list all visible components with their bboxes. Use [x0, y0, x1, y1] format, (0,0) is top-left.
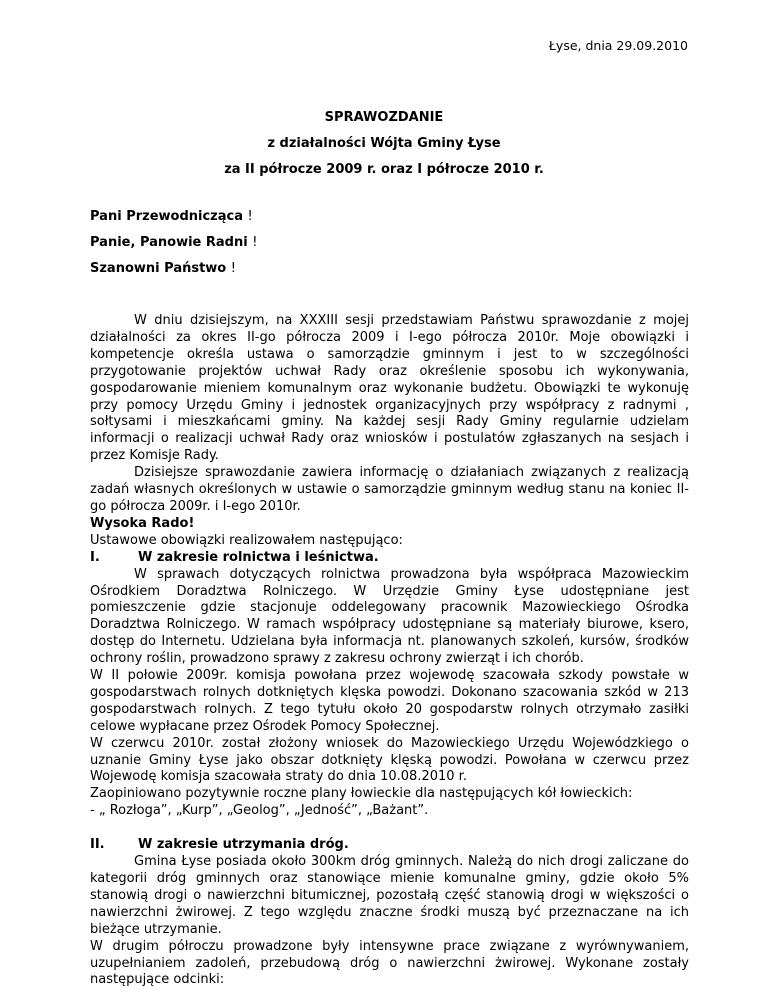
paragraph-hunting-plans: Zaopiniowano pozytywnie roczne plany łowieckie dla następujących kół łowieckich: — [90, 786, 633, 802]
greeting-councillors: Panie, Panowie Radni ! — [90, 235, 258, 250]
report-subtitle: z działalności Wójta Gminy Łyse — [267, 136, 501, 151]
greeting-chairwoman: Pani Przewodnicząca ! — [90, 209, 253, 224]
paragraph-intro: W dniu dzisiejszym, na XXXIII sesji przedstawiam Państwu sprawozdanie z mojej działalności za okres II-go półrocza 2009 i I-ego półrocza 2010r. Moje obowiązki i kompetencje określa ustawa o samorządzie gminnym i jest to w szczególności przygotowanie projektów uchwał Rady oraz określenie sposobu ich wykonywania, gospodarowanie mieniem komunalnym oraz wykonanie budżetu. Obowiązki te wykonuję przy pomocy Urzędu Gminy i jednostek organizacyjnych przy współpracy z radnymi , sołtysami i mieszkańcami gminy. Na każdej sesji Rady Gminy regularnie udzielam informacji o realizacji uchwał Rady oraz wniosków i postulatów zgłaszanych na sesjach i przez Komisje Rady. — [90, 313, 689, 464]
report-body — [90, 296, 689, 989]
paragraph-agriculture-cooperation: W sprawach dotyczących rolnictwa prowadzona była współpraca Mazowieckim Ośrodkiem Doradztwa Rolniczego. W Urzędzie Gminy Łyse udostępniane jest pomieszczenie gdzie stacjonuje oddelegowany pracownik Mazowieckiego Ośrodka Doradztwa Rolniczego. W ramach współpracy udostępniane są materiały biurowe, ksero, dostęp do Internetu. Udzielana była informacja nt. planowanych szkoleń, kursów, środków ochrony roślin, prowadzono sprawy z zakresu ochrony zwierząt i ich chorób. — [90, 566, 689, 667]
paragraph-flood-2010: W czerwcu 2010r. został złożony wniosek do Mazowieckiego Urzędu Wojewódzkiego o uznanie Gminy Łyse jako obszar dotknięty klęską powodzi. Powołana w czerwcu przez Wojewodę komisja szacowała straty do dnia 10.08.2010 r. — [90, 735, 689, 785]
heading-wysoka-rado: Wysoka Rado! — [90, 515, 195, 531]
greeting-audience: Szanowni Państwo ! — [90, 261, 236, 276]
report-period: za II półrocze 2009 r. oraz I półrocze 2010 r. — [224, 162, 544, 177]
paragraph-scope: Dzisiejsze sprawozdanie zawiera informację o działaniach związanych z realizacją zadań własnych określonych w ustawie o samorządzie gminnym według stanu na koniec II-go półrocza 2009r. i I-ego 2010r. — [90, 465, 689, 514]
paragraph-roads-works: W drugim półroczu prowadzone były intensywne prace związane z wyrównywaniem, uzupełnianiem zadoleń, przebudową dróg o nawierzchni żwirowej. Wykonane zostały następujące odcinki: — [90, 938, 689, 988]
paragraph-hunting-clubs: - „ Rozłoga”, „Kurp”, „Geolog”, „Jedność”, „Bażant”. — [90, 803, 429, 819]
report-title: SPRAWOZDANIE — [324, 110, 444, 125]
section-heading-agriculture: I. W zakresie rolnictwa i leśnictwa. — [90, 549, 379, 565]
date-line: Łyse, dnia 29.09.2010 — [548, 38, 688, 53]
section-heading-roads: II. W zakresie utrzymania dróg. — [90, 837, 349, 853]
paragraph-flood-2009: W II połowie 2009r. komisja powołana przez wojewodę szacowała szkody powstałe w gospodarstwach rolnych dotkniętych klęska powodzi. Dokonano szacowania szkód w 213 gospodarstwach rolnych. Z tego tytułu około 20 gospodarstw rolnych otrzymało zasiłki celowe wypłacane przez Ośrodek Pomocy Społecznej. — [90, 668, 689, 734]
paragraph-roads-length: Gmina Łyse posiada około 300km dróg gminnych. Należą do nich drogi zaliczane do kategorii dróg gminnych oraz stanowiące mienie komunalne gminy, gdzie około 5% stanowią drogi o nawierzchni bitumicznej, pozostałą część stanowią drogi w większości o nawierzchni żwirowej. Z tego względu znaczne środki muszą być przeznaczane na ich bieżące utrzymanie. — [90, 854, 689, 937]
paragraph-duties: Ustawowe obowiązki realizowałem następująco: — [90, 532, 403, 548]
